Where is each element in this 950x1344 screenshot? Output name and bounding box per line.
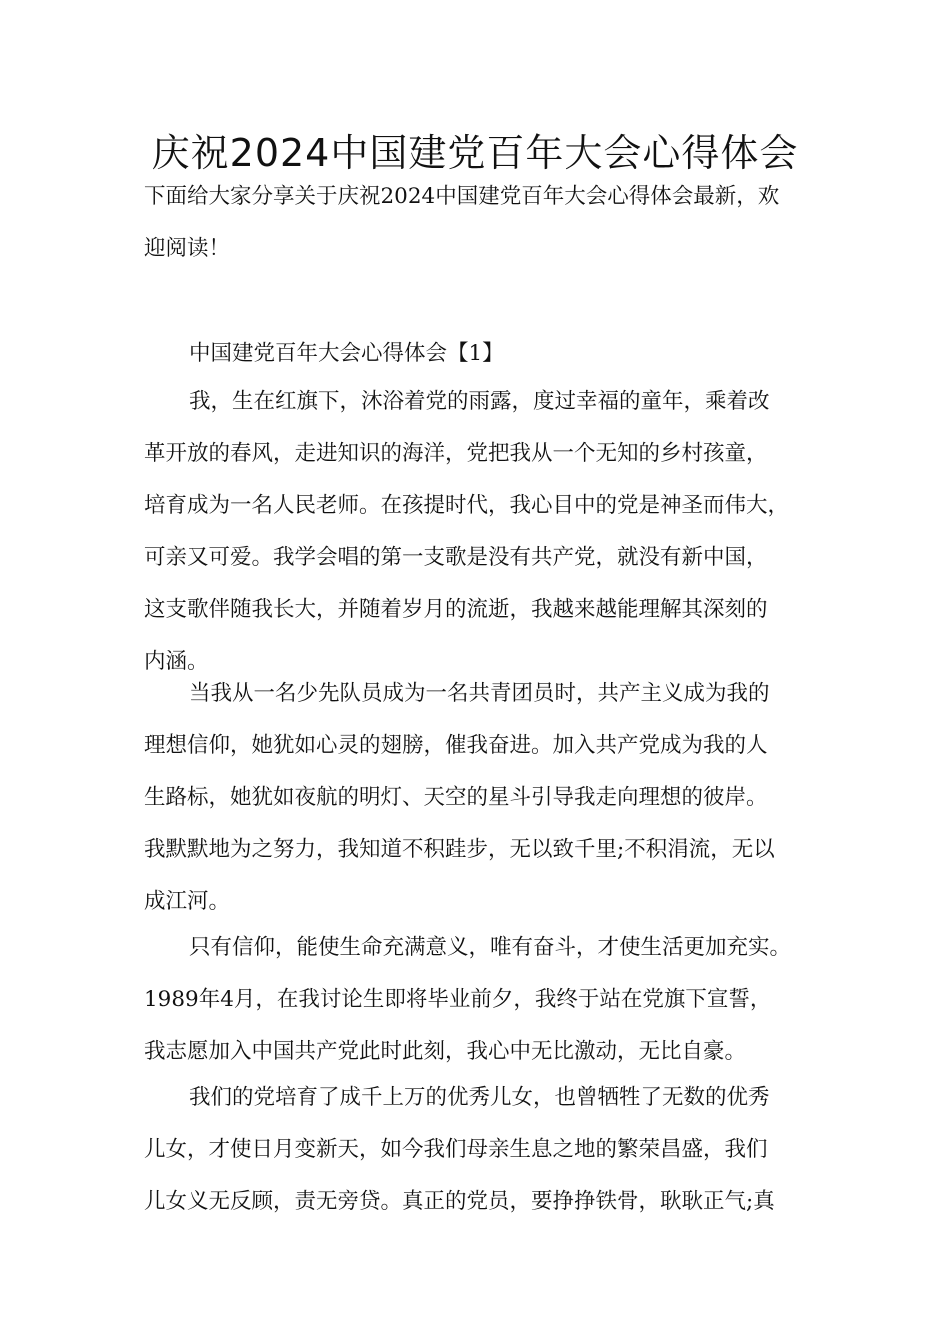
- intro-line: 迎阅读！: [144, 236, 231, 261]
- paragraph-line: 理想信仰，她犹如心灵的翅膀，催我奋进。加入共产党成为我的人: [144, 733, 768, 758]
- paragraph-line: 可亲又可爱。我学会唱的第一支歌是没有共产党，就没有新中国，: [144, 545, 768, 570]
- paragraph-line: 革开放的春风，走进知识的海洋，党把我从一个无知的乡村孩童，: [144, 441, 768, 466]
- paragraph-line: 儿女义无反顾，责无旁贷。真正的党员，要挣挣铁骨，耿耿正气;真: [144, 1189, 775, 1214]
- intro-paragraph: [144, 171, 808, 275]
- paragraph-2: [144, 668, 808, 928]
- paragraph-line: 只有信仰，能使生命充满意义，唯有奋斗，才使生活更加充实。: [189, 935, 792, 960]
- paragraph-line: 我，生在红旗下，沐浴着党的雨露，度过幸福的童年，乘着改: [189, 389, 770, 414]
- paragraph-line: 培育成为一名人民老师。在孩提时代，我心目中的党是神圣而伟大，: [144, 493, 790, 518]
- document-title: 庆祝2024中国建党百年大会心得体会: [151, 131, 799, 175]
- paragraph-line: 儿女，才使日月变新天，如今我们母亲生息之地的繁荣昌盛，我们: [144, 1137, 768, 1162]
- paragraph-3: [144, 922, 808, 1078]
- paragraph-line: 我志愿加入中国共产党此时此刻，我心中无比激动，无比自豪。: [144, 1039, 747, 1064]
- section-heading-text: 中国建党百年大会心得体会【1】: [189, 341, 504, 366]
- paragraph-line: 我默默地为之努力，我知道不积跬步，无以致千里;不积涓流，无以: [144, 837, 775, 862]
- paragraph-line: 我们的党培育了成千上万的优秀儿女，也曾牺牲了无数的优秀: [189, 1085, 770, 1110]
- paragraph-line: 1989年4月，在我讨论生即将毕业前夕，我终于站在党旗下宣誓，: [144, 987, 772, 1012]
- intro-line: 下面给大家分享关于庆祝2024中国建党百年大会心得体会最新，欢: [144, 184, 780, 209]
- paragraph-line: 当我从一名少先队员成为一名共青团员时，共产主义成为我的: [189, 681, 770, 706]
- paragraph-line: 成江河。: [144, 889, 231, 914]
- paragraph-line: 生路标，她犹如夜航的明灯、天空的星斗引导我走向理想的彼岸。: [144, 785, 768, 810]
- paragraph-1: [144, 376, 808, 688]
- section-heading: [144, 328, 808, 380]
- paragraph-4: [144, 1072, 808, 1228]
- paragraph-line: 这支歌伴随我长大，并随着岁月的流逝，我越来越能理解其深刻的: [144, 597, 768, 622]
- paragraph-line: 内涵。: [144, 649, 209, 674]
